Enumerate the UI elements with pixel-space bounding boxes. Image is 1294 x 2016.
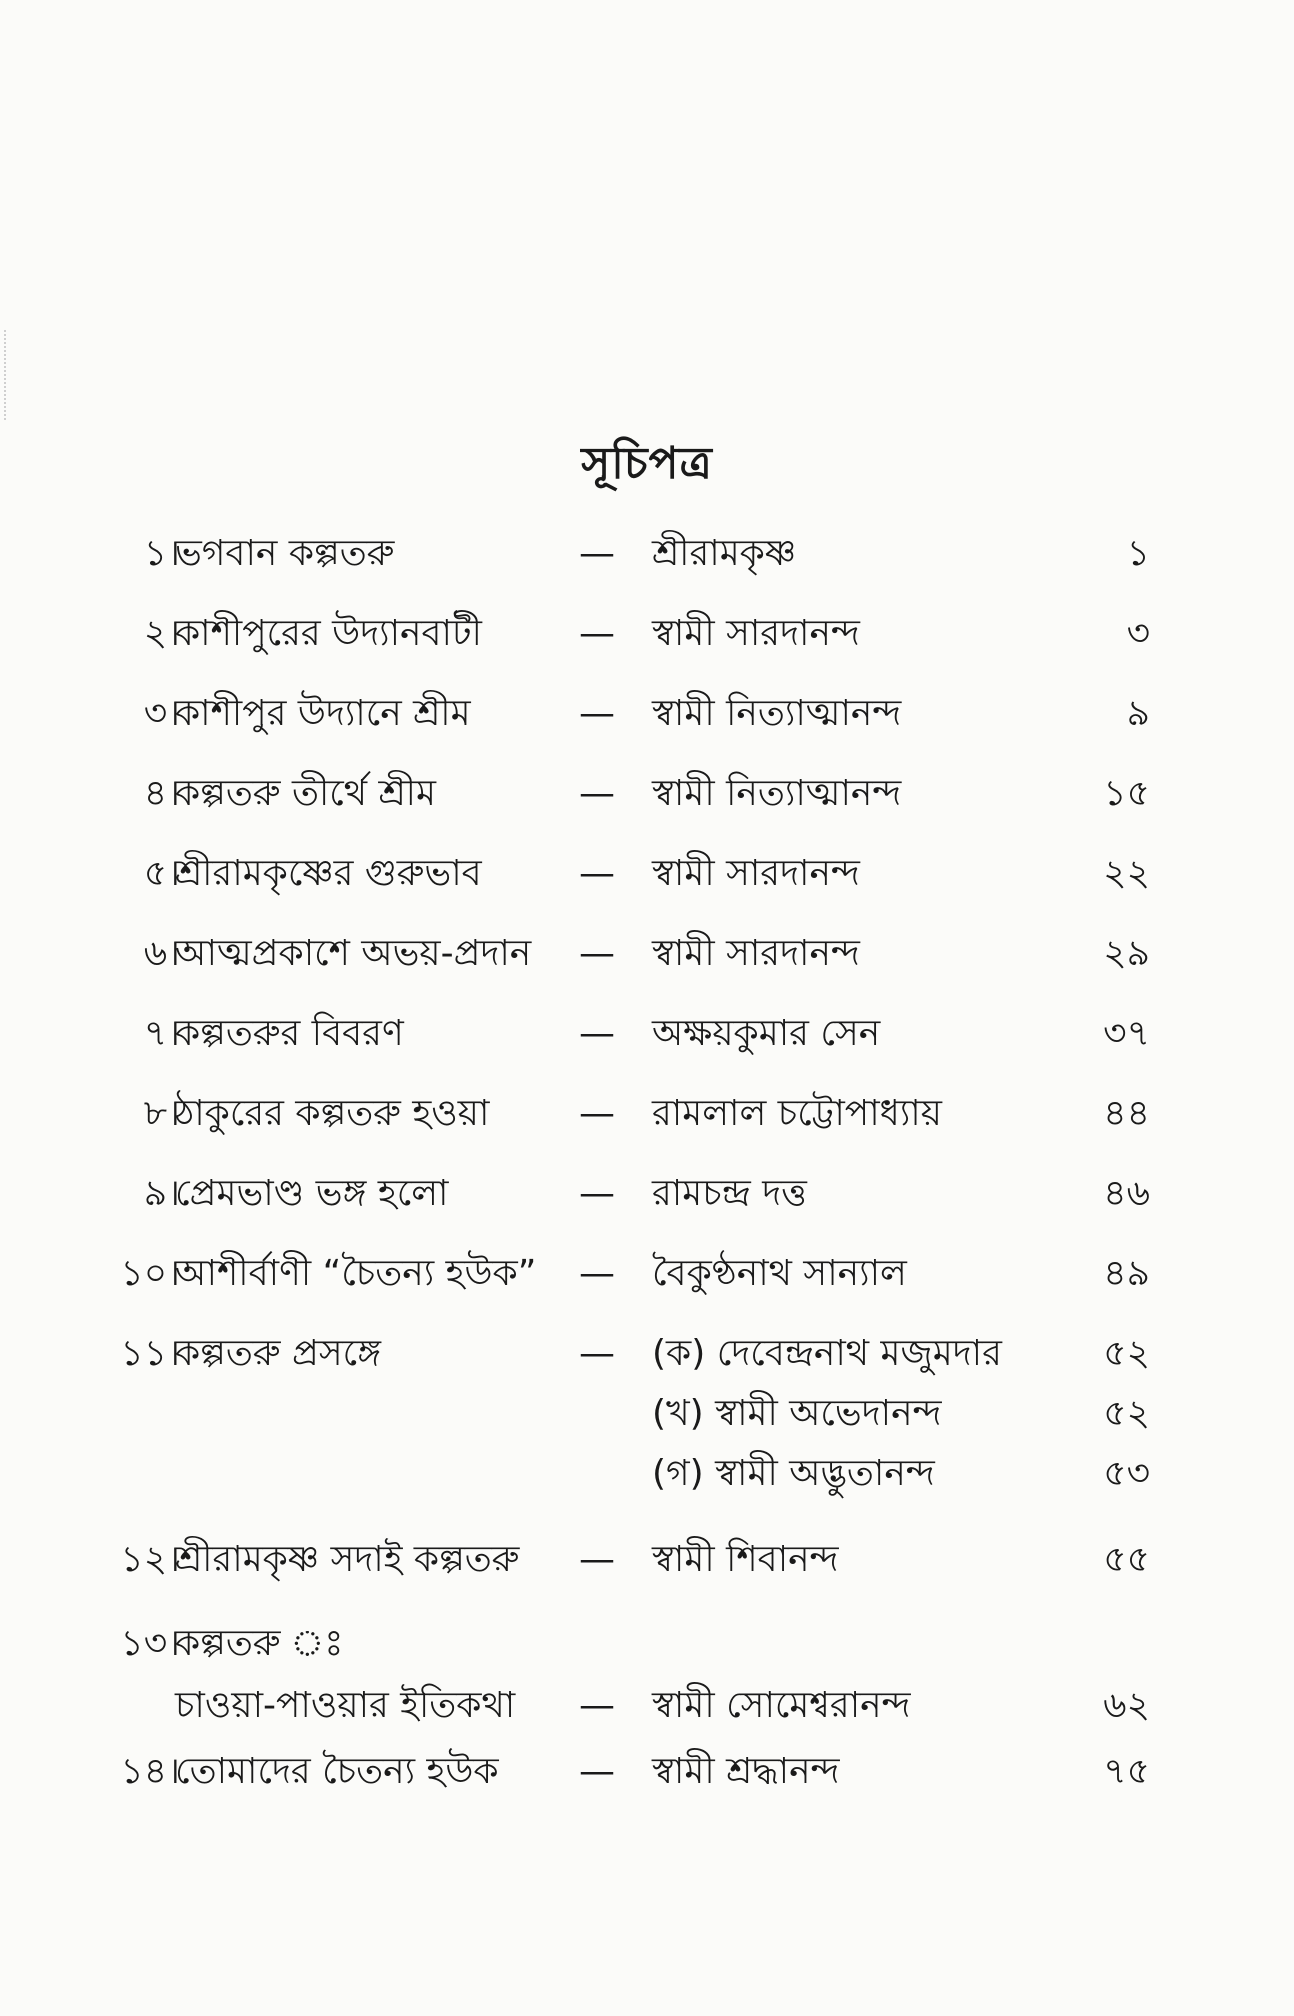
toc-entry: [0, 844, 1294, 904]
entry-number: ৭।: [143, 1013, 180, 1054]
toc-entry: [0, 1324, 1294, 1384]
entry-title: তোমাদের চৈতন্য হউক: [175, 1751, 499, 1792]
toc-entry: [0, 1084, 1294, 1144]
toc-subentry: [0, 1384, 1294, 1444]
entry-page: ৯: [1126, 693, 1150, 734]
entry-page: ৩৭: [1103, 1013, 1150, 1054]
entry-author: স্বামী সারদানন্দ: [652, 613, 860, 654]
entry-number: ১৩।: [120, 1623, 180, 1664]
entry-page: ৪৪: [1103, 1093, 1150, 1134]
entry-title: ভগবান কল্পতরু: [175, 533, 395, 574]
entry-author: স্বামী সোমেশ্বরানন্দ: [652, 1685, 911, 1726]
entry-page: ৩: [1126, 613, 1150, 654]
toc-entry: [0, 1614, 1294, 1674]
entry-author: (ক) দেবেন্দ্রনাথ মজুমদার: [652, 1333, 1002, 1374]
entry-number: ১২।: [120, 1539, 180, 1580]
entry-title: কল্পতরু প্রসঙ্গে: [175, 1333, 381, 1374]
toc-entry: [0, 1742, 1294, 1802]
entry-title: কল্পতরু তীর্থে শ্রীম: [175, 773, 436, 814]
entry-dash: —: [579, 1685, 615, 1726]
entry-number: ৮।: [143, 1093, 180, 1134]
entry-dash: —: [579, 1173, 615, 1214]
entry-number: ২।: [143, 613, 180, 654]
entry-author: স্বামী সারদানন্দ: [652, 933, 860, 974]
entry-page: ২২: [1103, 853, 1150, 894]
entry-number: ৯।: [143, 1173, 180, 1214]
entry-author: স্বামী নিত্যাত্মানন্দ: [652, 773, 902, 814]
entry-dash: —: [579, 1253, 615, 1294]
entry-dash: —: [579, 693, 615, 734]
entry-page: ৫২: [1103, 1393, 1150, 1434]
toc-entry: [0, 1530, 1294, 1590]
entry-page: ১: [1126, 533, 1150, 574]
entry-author: স্বামী শিবানন্দ: [652, 1539, 839, 1580]
entry-author: স্বামী নিত্যাত্মানন্দ: [652, 693, 902, 734]
entry-dash: —: [579, 773, 615, 814]
entry-author: শ্রীরামকৃষ্ণ: [652, 533, 797, 574]
entry-dash: —: [579, 613, 615, 654]
entry-author: স্বামী শ্রদ্ধানন্দ: [652, 1751, 840, 1792]
entry-title: কাশীপুর উদ্যানে শ্রীম: [175, 693, 471, 734]
entry-page: ৫২: [1103, 1333, 1150, 1374]
entry-dash: —: [579, 1093, 615, 1134]
margin-mark: [4, 330, 8, 420]
entry-number: ১১।: [120, 1333, 180, 1374]
entry-title: প্রেমভাণ্ড ভঙ্গ হলো: [175, 1173, 449, 1214]
entry-dash: —: [579, 853, 615, 894]
entry-title: আত্মপ্রকাশে অভয়-প্রদান: [175, 933, 532, 974]
entry-number: ৩।: [143, 693, 180, 734]
entry-title: কল্পতরুর বিবরণ: [175, 1013, 404, 1054]
entry-page: ৫৫: [1103, 1539, 1150, 1580]
entry-dash: —: [579, 1539, 615, 1580]
entry-author: (গ) স্বামী অদ্ভুতানন্দ: [652, 1453, 935, 1494]
entry-title: কাশীপুরের উদ্যানবাটী: [175, 613, 482, 654]
entry-page: ৪৯: [1103, 1253, 1150, 1294]
entry-page: ২৯: [1103, 933, 1150, 974]
page-title: সূচিপত্র: [581, 438, 713, 489]
entry-dash: —: [579, 1013, 615, 1054]
entry-title: কল্পতরু ঃ: [175, 1623, 344, 1664]
toc-entry: [0, 924, 1294, 984]
entry-number: ১।: [143, 533, 180, 574]
entry-author: স্বামী সারদানন্দ: [652, 853, 860, 894]
entry-title: চাওয়া-পাওয়ার ইতিকথা: [175, 1685, 516, 1726]
entry-title: শ্রীরামকৃষ্ণ সদাই কল্পতরু: [175, 1539, 520, 1580]
entry-page: ১৫: [1103, 773, 1150, 814]
entry-page: ৬২: [1103, 1685, 1150, 1726]
entry-number: ৪।: [143, 773, 180, 814]
entry-author: (খ) স্বামী অভেদানন্দ: [652, 1393, 942, 1434]
toc-subentry: [0, 1444, 1294, 1504]
entry-dash: —: [579, 933, 615, 974]
entry-number: ১৪।: [120, 1751, 180, 1792]
entry-title: ঠাকুরের কল্পতরু হওয়া: [175, 1093, 490, 1134]
entry-author: রামলাল চট্টোপাধ্যায়: [652, 1093, 942, 1134]
entry-title: শ্রীরামকৃষ্ণের গুরুভাব: [175, 853, 482, 894]
entry-page: ৫৩: [1103, 1453, 1150, 1494]
toc-entry: [0, 604, 1294, 664]
entry-dash: —: [579, 533, 615, 574]
toc-entry: [0, 1004, 1294, 1064]
toc-entry: [0, 764, 1294, 824]
entry-number: ৫।: [143, 853, 180, 894]
entry-number: ১০।: [120, 1253, 180, 1294]
toc-entry: [0, 524, 1294, 584]
entry-author: বৈকুণ্ঠনাথ সান্যাল: [652, 1253, 907, 1294]
toc-entry: [0, 684, 1294, 744]
toc-entry-continuation: [0, 1676, 1294, 1736]
toc-entry: [0, 1164, 1294, 1224]
entry-number: ৬।: [143, 933, 180, 974]
entry-author: অক্ষয়কুমার সেন: [652, 1013, 881, 1054]
entry-title: আশীর্বাণী “চৈতন্য হউক”: [175, 1253, 537, 1294]
toc-entry: [0, 1244, 1294, 1304]
entry-page: ৭৫: [1103, 1751, 1150, 1792]
entry-dash: —: [579, 1751, 615, 1792]
entry-author: রামচন্দ্র দত্ত: [652, 1173, 807, 1214]
entry-dash: —: [579, 1333, 615, 1374]
entry-page: ৪৬: [1103, 1173, 1150, 1214]
